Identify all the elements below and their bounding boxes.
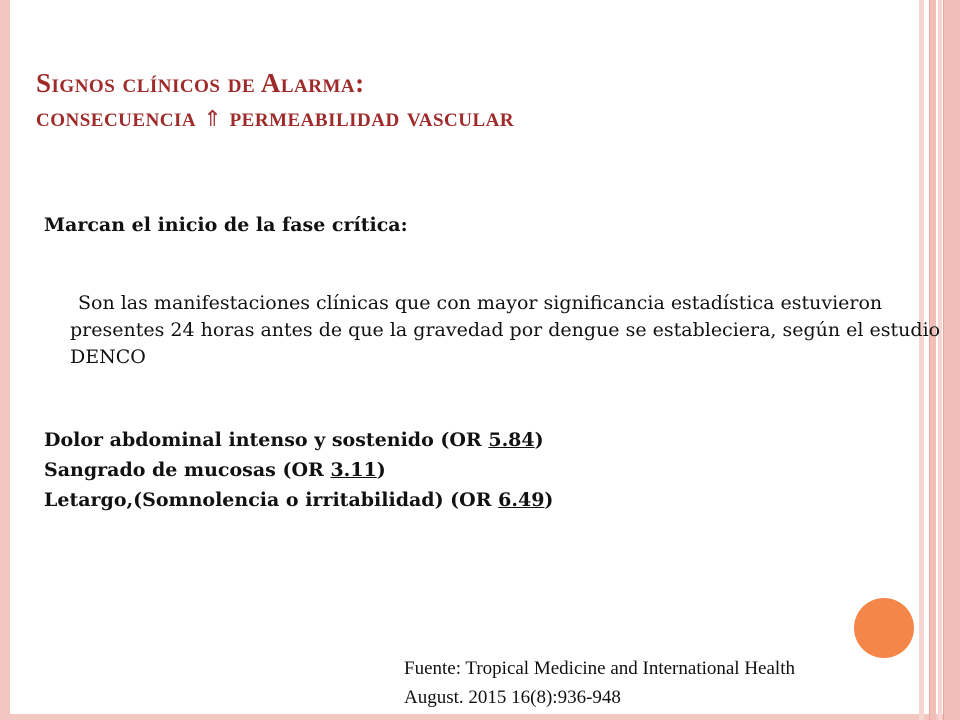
title-line-2-start: consecuencia — [36, 102, 197, 132]
title-line-2-end: permeabilidad vascular — [229, 102, 515, 132]
source-line-2: August. 2015 16(8):936-948 — [404, 687, 621, 708]
up-double-arrow-icon: ⇑ — [203, 107, 223, 132]
title-line-2 — [36, 100, 514, 137]
decorative-circle — [854, 598, 914, 658]
odds-ratio-value: 5.84 — [488, 429, 535, 451]
slide-bottom-border — [0, 714, 960, 720]
lead-heading: Marcan el inicio de la fase crítica: — [44, 214, 408, 236]
slide-left-border — [0, 0, 10, 720]
source-line-1: Fuente: Tropical Medicine and International Health — [404, 658, 795, 679]
title-line-1: Signos clínicos de Alarma: — [36, 68, 365, 98]
odds-ratio-value: 6.49 — [498, 489, 545, 511]
list-item: Dolor abdominal intenso y sostenido (OR 5.84) — [44, 429, 544, 451]
slide-title — [36, 66, 514, 137]
source-citation — [404, 654, 795, 712]
list-item: Letargo,(Somnolencia o irritabilidad) (OR 6.49) — [44, 489, 554, 511]
warning-signs-list — [44, 425, 553, 515]
list-item: Sangrado de mucosas (OR 3.11) — [44, 459, 386, 481]
odds-ratio-value: 3.11 — [330, 459, 377, 481]
body-paragraph: Son las manifestaciones clínicas que con mayor significancia estadística estuvieron presentes 24 horas antes de que la gravedad por dengue se estableciera, según el estudio DENCO — [70, 292, 941, 368]
